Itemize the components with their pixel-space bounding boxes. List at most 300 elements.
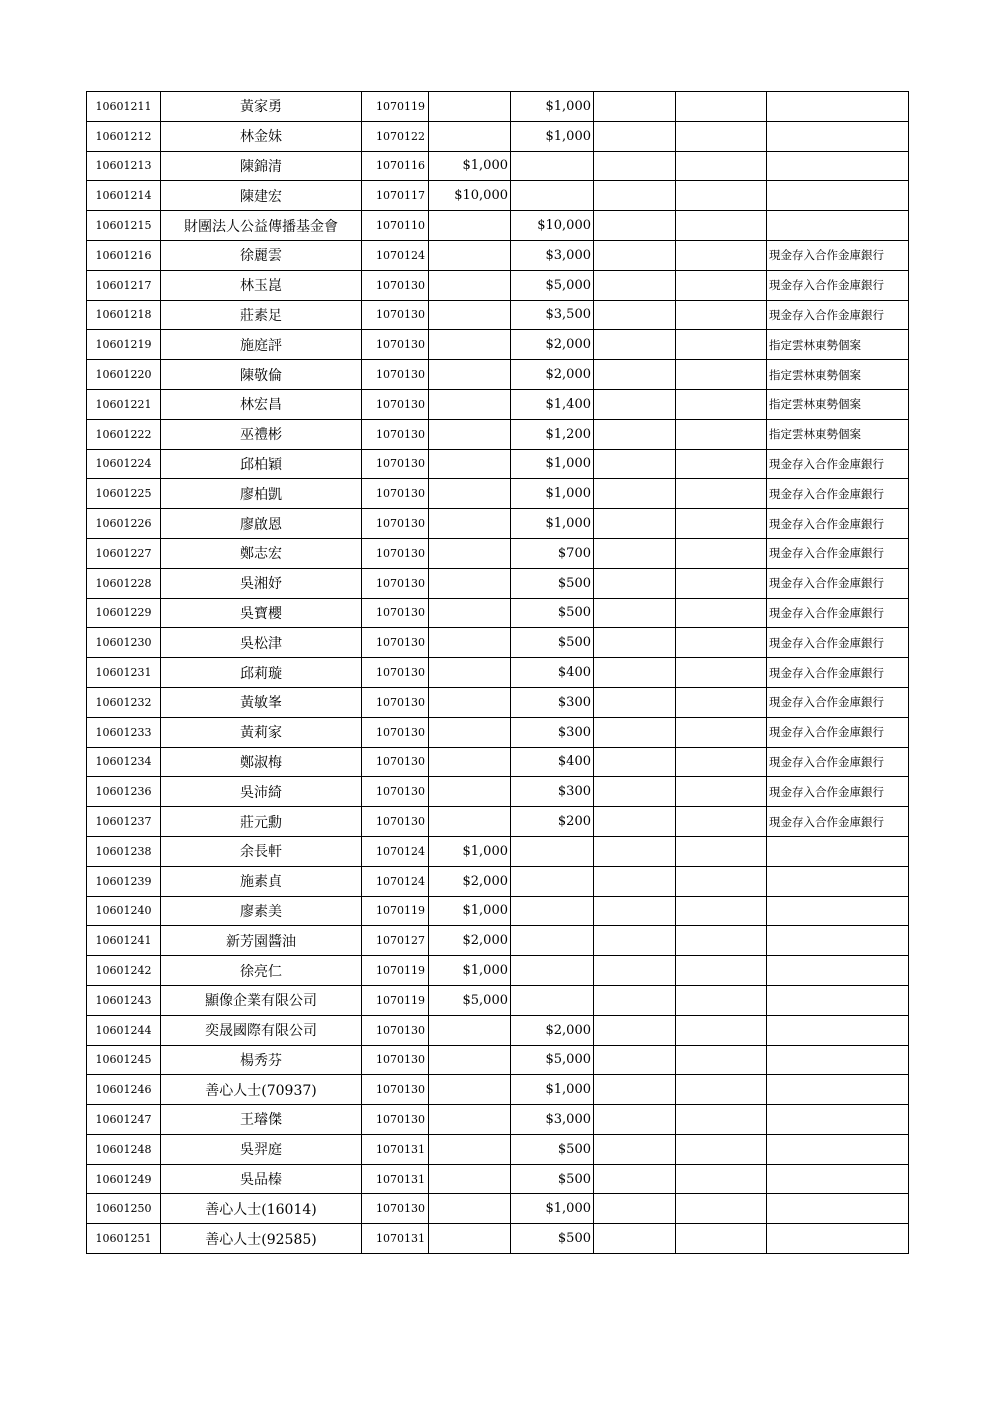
date-cell: 1070130: [362, 568, 429, 598]
donor-name-cell: 廖柏凱: [161, 479, 362, 509]
empty-cell: [676, 717, 767, 747]
amount-column-1-cell: [429, 658, 511, 688]
receipt-number-cell: 10601232: [87, 687, 161, 717]
note-cell: [767, 956, 909, 986]
date-cell: 1070130: [362, 419, 429, 449]
receipt-number-cell: 10601245: [87, 1045, 161, 1075]
note-cell: 現金存入合作金庫銀行: [767, 807, 909, 837]
donor-name-cell: 邱莉璇: [161, 658, 362, 688]
receipt-number-cell: 10601233: [87, 717, 161, 747]
empty-cell: [594, 389, 676, 419]
amount-column-2-cell: $500: [511, 1134, 594, 1164]
amount-column-1-cell: [429, 598, 511, 628]
table-row: [87, 717, 909, 747]
date-cell: 1070130: [362, 1075, 429, 1105]
receipt-number-cell: 10601216: [87, 240, 161, 270]
empty-cell: [594, 1134, 676, 1164]
empty-cell: [594, 956, 676, 986]
donor-name-cell: 徐亮仁: [161, 956, 362, 986]
receipt-number-cell: 10601220: [87, 360, 161, 390]
empty-cell: [676, 926, 767, 956]
empty-cell: [594, 687, 676, 717]
amount-column-1-cell: $2,000: [429, 926, 511, 956]
table-row: [87, 777, 909, 807]
date-cell: 1070131: [362, 1224, 429, 1254]
amount-column-1-cell: [429, 419, 511, 449]
empty-cell: [676, 181, 767, 211]
empty-cell: [594, 1224, 676, 1254]
amount-column-1-cell: [429, 538, 511, 568]
receipt-number-cell: 10601227: [87, 538, 161, 568]
amount-column-1-cell: $1,000: [429, 151, 511, 181]
note-cell: [767, 866, 909, 896]
note-cell: [767, 181, 909, 211]
donor-name-cell: 吳湘妤: [161, 568, 362, 598]
receipt-number-cell: 10601231: [87, 658, 161, 688]
donor-name-cell: 巫禮彬: [161, 419, 362, 449]
empty-cell: [594, 1105, 676, 1135]
amount-column-2-cell: $1,000: [511, 1194, 594, 1224]
empty-cell: [594, 151, 676, 181]
amount-column-2-cell: $3,000: [511, 1105, 594, 1135]
empty-cell: [594, 1075, 676, 1105]
amount-column-2-cell: [511, 836, 594, 866]
amount-column-1-cell: $10,000: [429, 181, 511, 211]
empty-cell: [676, 1164, 767, 1194]
donor-name-cell: 善心人士(70937): [161, 1075, 362, 1105]
empty-cell: [676, 1045, 767, 1075]
empty-cell: [594, 777, 676, 807]
table-row: [87, 479, 909, 509]
empty-cell: [676, 687, 767, 717]
date-cell: 1070130: [362, 449, 429, 479]
amount-column-1-cell: $1,000: [429, 956, 511, 986]
date-cell: 1070130: [362, 1194, 429, 1224]
note-cell: 指定雲林東勢個案: [767, 419, 909, 449]
donor-name-cell: 財團法人公益傳播基金會: [161, 211, 362, 241]
empty-cell: [676, 866, 767, 896]
table-row: [87, 419, 909, 449]
donor-name-cell: 莊元勳: [161, 807, 362, 837]
date-cell: 1070130: [362, 658, 429, 688]
note-cell: [767, 1075, 909, 1105]
date-cell: 1070130: [362, 747, 429, 777]
amount-column-1-cell: $1,000: [429, 896, 511, 926]
note-cell: [767, 985, 909, 1015]
table-row: [87, 181, 909, 211]
table-row: [87, 1194, 909, 1224]
note-cell: [767, 896, 909, 926]
table-row: [87, 300, 909, 330]
date-cell: 1070119: [362, 896, 429, 926]
amount-column-1-cell: [429, 687, 511, 717]
empty-cell: [594, 1045, 676, 1075]
amount-column-1-cell: $2,000: [429, 866, 511, 896]
note-cell: 現金存入合作金庫銀行: [767, 717, 909, 747]
date-cell: 1070119: [362, 985, 429, 1015]
empty-cell: [676, 628, 767, 658]
table-row: [87, 687, 909, 717]
amount-column-1-cell: [429, 389, 511, 419]
empty-cell: [594, 538, 676, 568]
empty-cell: [676, 956, 767, 986]
amount-column-1-cell: [429, 1105, 511, 1135]
table-row: [87, 1134, 909, 1164]
empty-cell: [676, 658, 767, 688]
amount-column-2-cell: $300: [511, 777, 594, 807]
amount-column-1-cell: [429, 360, 511, 390]
donor-name-cell: 王璿傑: [161, 1105, 362, 1135]
table-row: [87, 360, 909, 390]
receipt-number-cell: 10601237: [87, 807, 161, 837]
date-cell: 1070119: [362, 92, 429, 122]
amount-column-2-cell: $200: [511, 807, 594, 837]
table-row: [87, 92, 909, 122]
donor-name-cell: 奕晟國際有限公司: [161, 1015, 362, 1045]
empty-cell: [594, 658, 676, 688]
date-cell: 1070130: [362, 628, 429, 658]
receipt-number-cell: 10601213: [87, 151, 161, 181]
note-cell: 現金存入合作金庫銀行: [767, 658, 909, 688]
empty-cell: [594, 509, 676, 539]
note-cell: 現金存入合作金庫銀行: [767, 747, 909, 777]
amount-column-1-cell: [429, 1224, 511, 1254]
empty-cell: [594, 211, 676, 241]
empty-cell: [676, 92, 767, 122]
donor-name-cell: 吳松津: [161, 628, 362, 658]
donor-name-cell: 邱柏穎: [161, 449, 362, 479]
table-row: [87, 121, 909, 151]
receipt-number-cell: 10601224: [87, 449, 161, 479]
amount-column-2-cell: $500: [511, 1164, 594, 1194]
amount-column-2-cell: $2,000: [511, 1015, 594, 1045]
empty-cell: [676, 568, 767, 598]
table-row: [87, 1015, 909, 1045]
table-row: [87, 1224, 909, 1254]
empty-cell: [676, 211, 767, 241]
table-row: [87, 270, 909, 300]
empty-cell: [594, 866, 676, 896]
empty-cell: [594, 449, 676, 479]
date-cell: 1070130: [362, 330, 429, 360]
date-cell: 1070122: [362, 121, 429, 151]
date-cell: 1070131: [362, 1134, 429, 1164]
note-cell: 現金存入合作金庫銀行: [767, 270, 909, 300]
empty-cell: [594, 419, 676, 449]
donor-name-cell: 吳品榛: [161, 1164, 362, 1194]
table-row: [87, 1105, 909, 1135]
empty-cell: [676, 985, 767, 1015]
amount-column-1-cell: [429, 1015, 511, 1045]
empty-cell: [594, 181, 676, 211]
donor-name-cell: 吳沛綺: [161, 777, 362, 807]
amount-column-2-cell: [511, 985, 594, 1015]
empty-cell: [676, 419, 767, 449]
amount-column-1-cell: [429, 300, 511, 330]
empty-cell: [676, 1015, 767, 1045]
date-cell: 1070117: [362, 181, 429, 211]
receipt-number-cell: 10601240: [87, 896, 161, 926]
donor-name-cell: 陳錦清: [161, 151, 362, 181]
donation-table: [86, 91, 909, 1254]
table-row: [87, 538, 909, 568]
empty-cell: [676, 1224, 767, 1254]
amount-column-2-cell: $500: [511, 628, 594, 658]
donor-name-cell: 顯像企業有限公司: [161, 985, 362, 1015]
empty-cell: [676, 270, 767, 300]
empty-cell: [676, 360, 767, 390]
empty-cell: [594, 836, 676, 866]
empty-cell: [676, 151, 767, 181]
empty-cell: [676, 807, 767, 837]
amount-column-1-cell: [429, 1075, 511, 1105]
table-row: [87, 449, 909, 479]
empty-cell: [594, 985, 676, 1015]
receipt-number-cell: 10601238: [87, 836, 161, 866]
note-cell: [767, 1105, 909, 1135]
amount-column-1-cell: [429, 568, 511, 598]
donor-name-cell: 徐麗雲: [161, 240, 362, 270]
date-cell: 1070131: [362, 1164, 429, 1194]
date-cell: 1070124: [362, 836, 429, 866]
note-cell: 現金存入合作金庫銀行: [767, 479, 909, 509]
receipt-number-cell: 10601222: [87, 419, 161, 449]
amount-column-2-cell: [511, 956, 594, 986]
amount-column-1-cell: [429, 1134, 511, 1164]
receipt-number-cell: 10601229: [87, 598, 161, 628]
receipt-number-cell: 10601221: [87, 389, 161, 419]
table-row: [87, 240, 909, 270]
empty-cell: [676, 389, 767, 419]
empty-cell: [676, 330, 767, 360]
date-cell: 1070130: [362, 479, 429, 509]
donor-name-cell: 陳建宏: [161, 181, 362, 211]
donor-name-cell: 吳羿庭: [161, 1134, 362, 1164]
note-cell: [767, 1045, 909, 1075]
note-cell: [767, 836, 909, 866]
note-cell: 現金存入合作金庫銀行: [767, 777, 909, 807]
amount-column-1-cell: [429, 717, 511, 747]
empty-cell: [594, 1015, 676, 1045]
table-row: [87, 747, 909, 777]
donor-name-cell: 善心人士(16014): [161, 1194, 362, 1224]
empty-cell: [676, 538, 767, 568]
table-row: [87, 628, 909, 658]
donor-name-cell: 廖素美: [161, 896, 362, 926]
receipt-number-cell: 10601251: [87, 1224, 161, 1254]
empty-cell: [594, 1164, 676, 1194]
receipt-number-cell: 10601243: [87, 985, 161, 1015]
note-cell: 現金存入合作金庫銀行: [767, 598, 909, 628]
note-cell: 現金存入合作金庫銀行: [767, 240, 909, 270]
donor-name-cell: 黃莉家: [161, 717, 362, 747]
empty-cell: [594, 926, 676, 956]
empty-cell: [594, 896, 676, 926]
amount-column-2-cell: $1,400: [511, 389, 594, 419]
date-cell: 1070130: [362, 598, 429, 628]
receipt-number-cell: 10601244: [87, 1015, 161, 1045]
empty-cell: [676, 1075, 767, 1105]
receipt-number-cell: 10601234: [87, 747, 161, 777]
date-cell: 1070130: [362, 360, 429, 390]
amount-column-2-cell: [511, 181, 594, 211]
table-row: [87, 211, 909, 241]
empty-cell: [676, 240, 767, 270]
amount-column-1-cell: [429, 628, 511, 658]
note-cell: [767, 211, 909, 241]
table-row: [87, 330, 909, 360]
empty-cell: [594, 300, 676, 330]
donor-name-cell: 施素貞: [161, 866, 362, 896]
date-cell: 1070124: [362, 240, 429, 270]
amount-column-1-cell: $1,000: [429, 836, 511, 866]
receipt-number-cell: 10601228: [87, 568, 161, 598]
table-body: [87, 92, 909, 1254]
amount-column-1-cell: [429, 1045, 511, 1075]
table-row: [87, 598, 909, 628]
receipt-number-cell: 10601230: [87, 628, 161, 658]
table-row: [87, 1164, 909, 1194]
receipt-number-cell: 10601242: [87, 956, 161, 986]
amount-column-2-cell: $300: [511, 687, 594, 717]
empty-cell: [594, 598, 676, 628]
amount-column-1-cell: [429, 449, 511, 479]
table-row: [87, 568, 909, 598]
amount-column-2-cell: $2,000: [511, 330, 594, 360]
note-cell: 現金存入合作金庫銀行: [767, 628, 909, 658]
amount-column-2-cell: [511, 896, 594, 926]
amount-column-2-cell: $400: [511, 658, 594, 688]
empty-cell: [676, 1134, 767, 1164]
empty-cell: [676, 449, 767, 479]
amount-column-1-cell: [429, 807, 511, 837]
note-cell: [767, 92, 909, 122]
empty-cell: [676, 896, 767, 926]
receipt-number-cell: 10601239: [87, 866, 161, 896]
date-cell: 1070130: [362, 538, 429, 568]
amount-column-2-cell: $500: [511, 1224, 594, 1254]
donor-name-cell: 余長軒: [161, 836, 362, 866]
table-row: [87, 389, 909, 419]
receipt-number-cell: 10601215: [87, 211, 161, 241]
table-row: [87, 866, 909, 896]
amount-column-2-cell: $1,000: [511, 509, 594, 539]
donor-name-cell: 鄭淑梅: [161, 747, 362, 777]
date-cell: 1070127: [362, 926, 429, 956]
receipt-number-cell: 10601250: [87, 1194, 161, 1224]
amount-column-1-cell: [429, 479, 511, 509]
amount-column-2-cell: $400: [511, 747, 594, 777]
empty-cell: [676, 598, 767, 628]
empty-cell: [594, 807, 676, 837]
donor-name-cell: 莊素足: [161, 300, 362, 330]
date-cell: 1070130: [362, 1105, 429, 1135]
donor-name-cell: 黃敏峯: [161, 687, 362, 717]
table-row: [87, 151, 909, 181]
table-row: [87, 985, 909, 1015]
donor-name-cell: 善心人士(92585): [161, 1224, 362, 1254]
amount-column-2-cell: $1,000: [511, 449, 594, 479]
receipt-number-cell: 10601249: [87, 1164, 161, 1194]
note-cell: 現金存入合作金庫銀行: [767, 509, 909, 539]
amount-column-1-cell: [429, 1194, 511, 1224]
amount-column-1-cell: [429, 777, 511, 807]
amount-column-2-cell: $1,000: [511, 121, 594, 151]
donor-name-cell: 施庭評: [161, 330, 362, 360]
note-cell: 指定雲林東勢個案: [767, 360, 909, 390]
empty-cell: [676, 509, 767, 539]
date-cell: 1070110: [362, 211, 429, 241]
empty-cell: [594, 747, 676, 777]
receipt-number-cell: 10601219: [87, 330, 161, 360]
amount-column-2-cell: $5,000: [511, 270, 594, 300]
amount-column-2-cell: [511, 866, 594, 896]
amount-column-1-cell: [429, 121, 511, 151]
date-cell: 1070130: [362, 777, 429, 807]
receipt-number-cell: 10601212: [87, 121, 161, 151]
date-cell: 1070130: [362, 389, 429, 419]
empty-cell: [676, 777, 767, 807]
amount-column-1-cell: [429, 92, 511, 122]
table-row: [87, 1045, 909, 1075]
note-cell: [767, 151, 909, 181]
amount-column-1-cell: [429, 240, 511, 270]
table-row: [87, 509, 909, 539]
date-cell: 1070130: [362, 687, 429, 717]
empty-cell: [594, 628, 676, 658]
date-cell: 1070119: [362, 956, 429, 986]
receipt-number-cell: 10601246: [87, 1075, 161, 1105]
date-cell: 1070130: [362, 807, 429, 837]
empty-cell: [676, 836, 767, 866]
date-cell: 1070130: [362, 1045, 429, 1075]
note-cell: 現金存入合作金庫銀行: [767, 449, 909, 479]
receipt-number-cell: 10601226: [87, 509, 161, 539]
empty-cell: [594, 1194, 676, 1224]
amount-column-1-cell: [429, 747, 511, 777]
table-row: [87, 926, 909, 956]
empty-cell: [594, 240, 676, 270]
amount-column-2-cell: $700: [511, 538, 594, 568]
table-row: [87, 1075, 909, 1105]
empty-cell: [676, 1194, 767, 1224]
amount-column-2-cell: $3,000: [511, 240, 594, 270]
amount-column-2-cell: $1,200: [511, 419, 594, 449]
receipt-number-cell: 10601211: [87, 92, 161, 122]
table-row: [87, 956, 909, 986]
donor-name-cell: 新芳園醬油: [161, 926, 362, 956]
empty-cell: [594, 330, 676, 360]
note-cell: [767, 1134, 909, 1164]
date-cell: 1070130: [362, 270, 429, 300]
empty-cell: [594, 270, 676, 300]
date-cell: 1070124: [362, 866, 429, 896]
amount-column-1-cell: [429, 211, 511, 241]
amount-column-1-cell: [429, 509, 511, 539]
receipt-number-cell: 10601247: [87, 1105, 161, 1135]
amount-column-1-cell: [429, 270, 511, 300]
donor-name-cell: 楊秀芬: [161, 1045, 362, 1075]
note-cell: 指定雲林東勢個案: [767, 330, 909, 360]
table-row: [87, 807, 909, 837]
amount-column-2-cell: $1,000: [511, 479, 594, 509]
donor-name-cell: 黃家勇: [161, 92, 362, 122]
empty-cell: [676, 300, 767, 330]
donor-name-cell: 陳敬倫: [161, 360, 362, 390]
date-cell: 1070130: [362, 509, 429, 539]
empty-cell: [676, 479, 767, 509]
donor-name-cell: 林玉崑: [161, 270, 362, 300]
